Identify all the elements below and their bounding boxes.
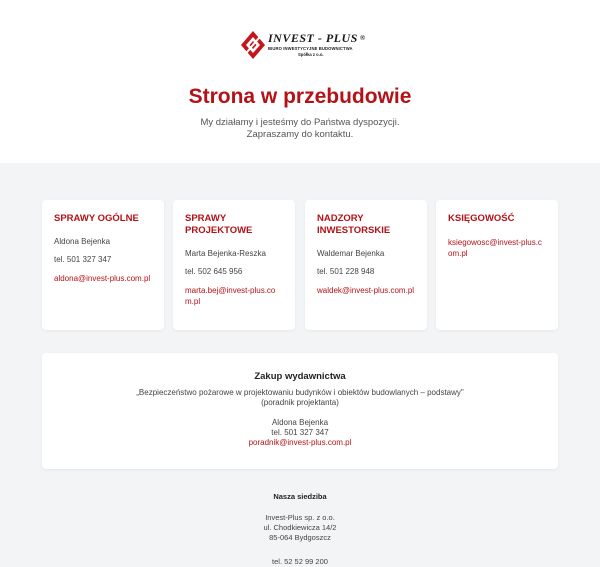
card-projects [173, 200, 295, 330]
footer-phone: tel. 52 52 99 200 [272, 557, 328, 566]
publication-note: (poradnik projektanta) [261, 398, 339, 407]
page-header [0, 0, 600, 163]
footer-company: Invest-Plus sp. z o.o. [265, 513, 335, 522]
card-email-link[interactable]: waldek@invest-plus.com.pl [317, 286, 415, 295]
card-title: SPRAWY OGÓLNE [54, 213, 139, 224]
footer-city: 85-064 Bydgoszcz [269, 533, 331, 542]
card-email-link[interactable]: ksiegowosc@invest-plus.com.pl [448, 238, 542, 258]
footer-title: Nasza siedziba [273, 492, 327, 501]
diamond-logo-icon [240, 30, 266, 60]
card-person: Aldona Bejenka [54, 237, 111, 246]
footer-address [0, 492, 600, 567]
logo-company-form: Spółka z o.o. [298, 52, 324, 57]
card-person: Marta Bejenka-Reszka [185, 249, 266, 258]
publication-card [42, 353, 558, 469]
company-logo[interactable] [240, 30, 370, 64]
card-title: KSIĘGOWOŚĆ [448, 213, 515, 224]
publication-person: Aldona Bejenka [271, 418, 329, 427]
publication-title: Zakup wydawnictwa [254, 371, 346, 382]
card-accounting [436, 200, 558, 330]
card-email-link[interactable]: marta.bej@invest-plus.com.pl [185, 286, 276, 306]
publication-email-link[interactable]: poradnik@invest-plus.com.pl [248, 438, 352, 447]
contact-cards [42, 200, 558, 330]
card-email-link[interactable]: aldona@invest-plus.com.pl [54, 274, 151, 283]
publication-book: „Bezpieczeństwo pożarowe w projektowaniu budynków i obiektów budowlanych – podstawy" [136, 388, 464, 397]
page-subtitle [0, 117, 600, 141]
publication-phone: tel. 501 327 347 [271, 428, 329, 437]
card-general [42, 200, 164, 330]
logo-text [268, 32, 366, 57]
card-person: Waldemar Bejenka [317, 249, 385, 258]
subtitle-line-2: Zapraszamy do kontaktu. [246, 129, 354, 140]
footer-street: ul. Chodkiewicza 14/2 [263, 523, 337, 532]
card-phone: tel. 501 228 948 [317, 267, 375, 276]
card-title: NADZORY INWESTORSKIE [317, 213, 391, 236]
card-phone: tel. 501 327 347 [54, 255, 112, 264]
subtitle-line-1: My działamy i jesteśmy do Państwa dyspozycji. [200, 117, 400, 128]
card-phone: tel. 502 645 956 [185, 267, 243, 276]
card-supervision [305, 200, 427, 330]
logo-subtitle: BIURO INWESTYCYJNE BUDOWNICTWA [268, 46, 353, 51]
page-title: Strona w przebudowie [188, 85, 412, 108]
card-title: SPRAWY PROJEKTOWE [185, 213, 253, 236]
logo-name: INVEST - PLUS ® [268, 31, 366, 45]
